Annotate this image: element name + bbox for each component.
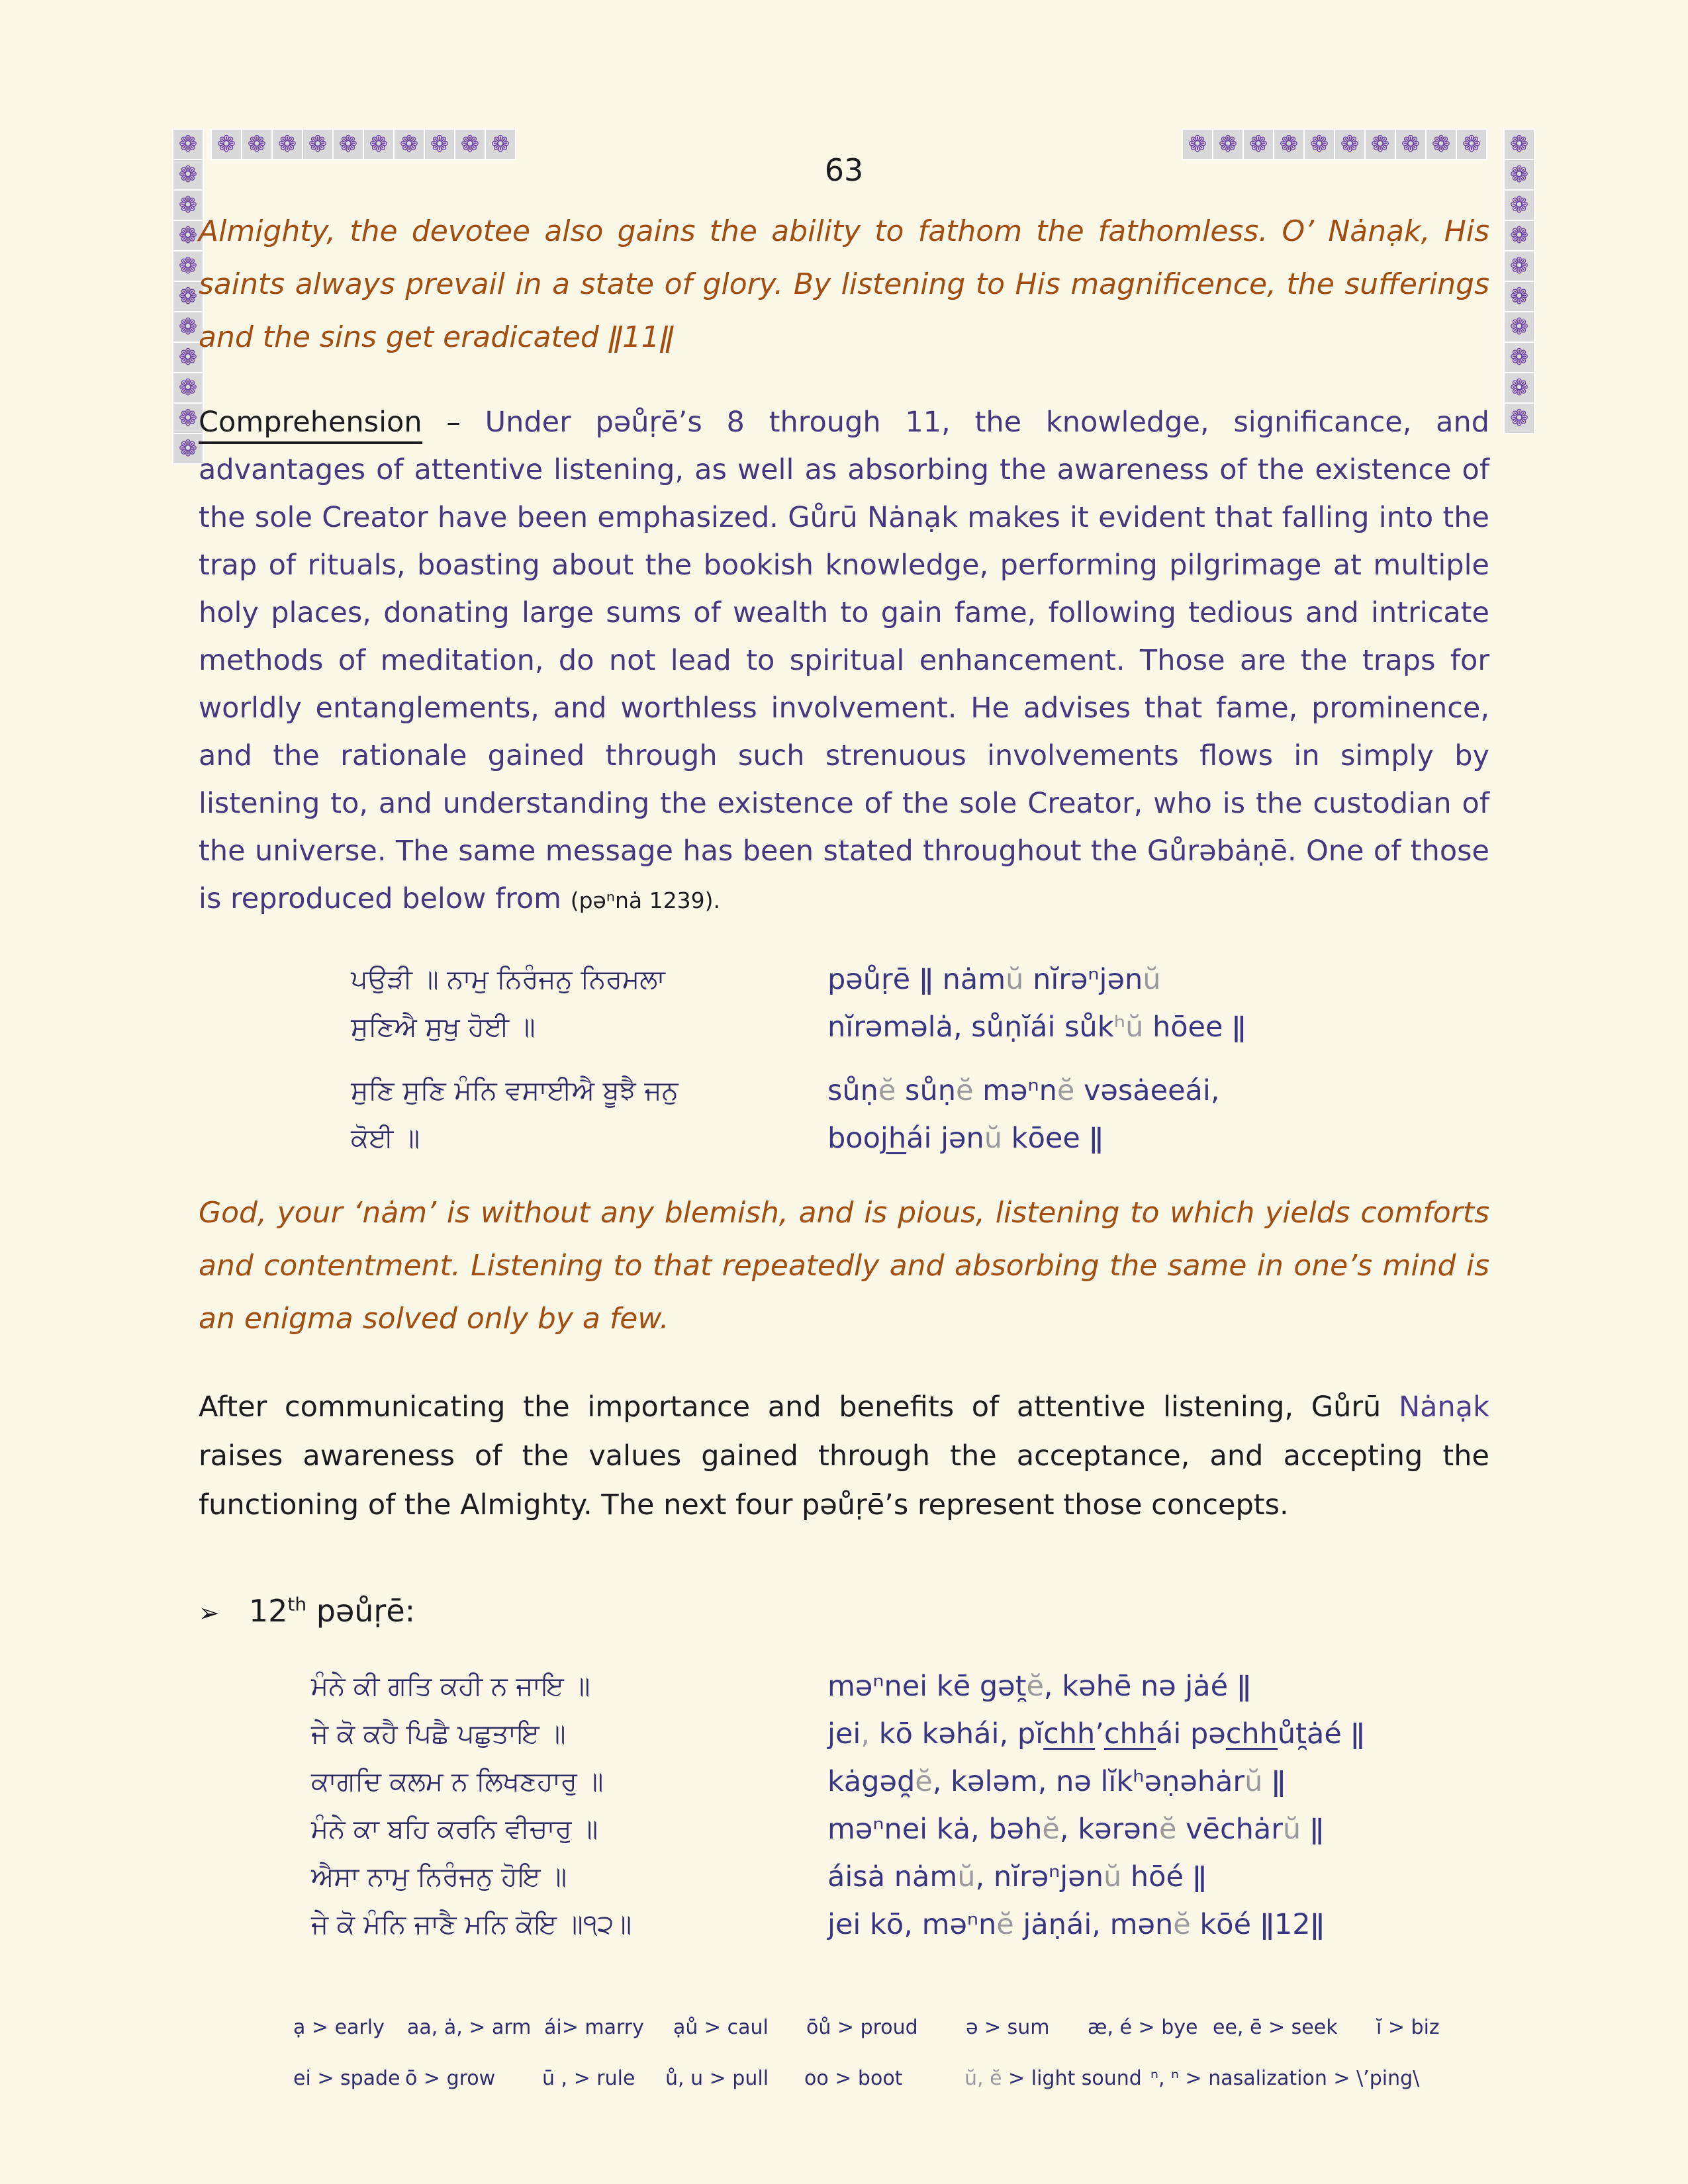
text-segment: kōé ǁ12ǁ <box>1190 1908 1325 1941</box>
text-segment: , kərən <box>1059 1813 1159 1846</box>
text-segment: ạů > caul <box>673 2016 769 2039</box>
flower-icon: ❁ <box>1505 251 1534 281</box>
text-segment: áisȧ nȧm <box>827 1860 958 1893</box>
flower-icon: ❁ <box>273 130 302 159</box>
text-segment: ŭ <box>1006 963 1024 996</box>
verse-row <box>351 1009 1489 1045</box>
text-segment: , <box>861 1717 870 1751</box>
translation-intro-paragraph: Almighty, the devotee also gains the ability to fathom the fathomless. O’ Nȧnạk, His saints always prevail in a state of glory. By listening to His magnificence, the sufferings and the sins get eradicated ǁ11ǁ <box>199 214 1489 354</box>
transliteration-line <box>827 1764 1489 1799</box>
text-segment: məⁿn <box>973 1074 1057 1107</box>
text-segment: chh <box>1225 1717 1278 1751</box>
text-segment: æ, é > bye <box>1088 2016 1198 2039</box>
text-segment: vēchȧr <box>1176 1813 1283 1846</box>
text-segment: ō > grow <box>405 2067 496 2090</box>
key-item <box>544 2016 673 2039</box>
text-segment: jh <box>880 1122 907 1155</box>
text-segment: Nȧnạk <box>1398 1390 1489 1424</box>
flower-icon: ❁ <box>1505 191 1534 220</box>
transliteration-line <box>827 1073 1489 1109</box>
text-segment: After communicating the importance and benefits of attentive listening, Gůrū <box>199 1390 1399 1424</box>
comprehension-heading: Comprehension <box>199 406 422 444</box>
flower-icon: ❁ <box>455 130 485 159</box>
text-segment: pəůṛē ǁ nȧm <box>827 963 1006 996</box>
text-segment: nĭrəⁿjən <box>1023 963 1143 996</box>
key-item <box>1213 2016 1376 2039</box>
text-segment: ạ > early <box>293 2016 385 2039</box>
text-segment: ĕ <box>1056 1074 1075 1107</box>
text-segment: sůṇ <box>827 1074 878 1107</box>
text-segment: , kələm, nə lĭkʰəṇəhȧr <box>932 1765 1245 1798</box>
transliteration-line <box>827 1716 1489 1752</box>
text-segment: ĕ <box>915 1765 933 1798</box>
text-segment: ĕ <box>1042 1813 1060 1846</box>
pronunciation-key-row-2 <box>199 2067 1556 2090</box>
key-item <box>293 2067 405 2090</box>
text-segment: sůṇ <box>896 1074 956 1107</box>
flower-icon: ❁ <box>212 130 241 159</box>
flower-icon: ❁ <box>1274 130 1303 159</box>
flower-icon: ❁ <box>173 312 203 341</box>
transliteration-line <box>827 962 1489 997</box>
text-segment: ’ <box>1095 1717 1104 1751</box>
text-segment: chh <box>1103 1717 1156 1751</box>
flower-icon: ❁ <box>173 434 203 463</box>
flower-icon: ❁ <box>1396 130 1425 159</box>
transliteration-line <box>827 1009 1489 1045</box>
gurmukhi-line: ਮੰਨੇ ਕਾ ਬਹਿ ਕਰਨਿ ਵੀਚਾਰੁ ॥ <box>311 1814 598 1844</box>
text-segment: ŭ <box>1143 963 1161 996</box>
text-segment: > light sound <box>1008 2067 1142 2090</box>
text-segment: ŭ <box>1282 1813 1301 1846</box>
text-segment: , nĭrəⁿjən <box>975 1860 1103 1893</box>
flower-icon: ❁ <box>1505 282 1534 311</box>
text-segment: ʰŭ <box>1113 1011 1144 1044</box>
flower-icon: ❁ <box>173 130 203 159</box>
verse-row <box>311 1859 1489 1895</box>
flower-icon: ❁ <box>1505 130 1534 159</box>
text-segment: hōé ǁ <box>1121 1860 1207 1893</box>
text-segment: vəsȧeeái, <box>1074 1074 1220 1107</box>
text-segment: ái> marry <box>544 2016 644 2039</box>
key-item <box>806 2016 966 2039</box>
flower-icon: ❁ <box>1427 130 1456 159</box>
transliteration-line <box>827 1811 1489 1847</box>
flower-icon: ❁ <box>1457 130 1486 159</box>
text-segment: jei <box>827 1717 861 1751</box>
verse-row <box>311 1716 1489 1752</box>
text-segment: raises awareness of the values gained through the acceptance, and accepting the functioning of the Almighty. The next four pəůṛē’s represent those concepts. <box>199 1439 1489 1522</box>
text-segment: ů, u > pull <box>665 2067 769 2090</box>
key-item <box>293 2016 407 2039</box>
flower-icon: ❁ <box>173 251 203 281</box>
text-segment: ĭ > biz <box>1376 2016 1440 2039</box>
transliteration-line <box>827 1668 1489 1704</box>
gurmukhi-line: ਮੰਨੇ ਕੀ ਗਤਿ ਕਹੀ ਨ ਜਾਇ ॥ <box>311 1671 590 1702</box>
text-segment: ee, ē > seek <box>1213 2016 1338 2039</box>
key-item <box>966 2016 1088 2039</box>
text-segment: ĕ <box>955 1074 974 1107</box>
verse-row <box>311 1764 1489 1799</box>
text-segment: ŭ <box>984 1122 1003 1155</box>
text-segment: nĭrəməlȧ, sůṇĭái sůk <box>827 1011 1114 1044</box>
text-segment: ə > sum <box>966 2016 1050 2039</box>
text-segment: ĕ <box>1173 1908 1191 1941</box>
text-segment: , kəhē nə jȧé ǁ <box>1043 1670 1251 1703</box>
text-segment: aa, ȧ, > arm <box>407 2016 532 2039</box>
pronunciation-key-row-1 <box>199 2016 1556 2039</box>
flower-icon: ❁ <box>173 373 203 402</box>
transliteration-line <box>827 1120 1489 1156</box>
gurmukhi-line: ਸੁਣਿਐ ਸੁਖੁ ਹੋਈ ॥ <box>351 1012 536 1042</box>
gurmukhi-line: ਕੋਈ ॥ <box>351 1123 420 1154</box>
text-segment: ŭ, ĕ <box>964 2067 1009 2090</box>
key-item <box>1376 2016 1440 2039</box>
text-segment: ōů > proud <box>806 2016 918 2039</box>
gurmukhi-line: ਐਸਾ ਨਾਮੁ ਨਿਰੰਜਨੁ ਹੋਇ ॥ <box>311 1862 567 1892</box>
text-segment: məⁿnei kȧ, bəh <box>827 1813 1043 1846</box>
translation-quote-paragraph: God, your ‘nȧm’ is without any blemish, and is pious, listening to which yields comforts and contentment. Listening to that repeatedly and absorbing the same in one’s mind is an enigma solved only by a few. <box>199 1196 1489 1336</box>
text-segment: ū , > rule <box>542 2067 635 2090</box>
text-segment: ĕ <box>1158 1813 1177 1846</box>
text-segment: ei > spade <box>293 2067 400 2090</box>
text-segment: ŭ <box>1244 1765 1263 1798</box>
flower-icon: ❁ <box>173 191 203 220</box>
flower-icon: ❁ <box>1505 404 1534 433</box>
text-segment: ái pə <box>1156 1717 1226 1751</box>
flower-icon: ❁ <box>1213 130 1243 159</box>
text-segment: oo > boot <box>804 2067 903 2090</box>
key-item <box>1150 2067 1419 2090</box>
comprehension-dash: – <box>422 406 485 439</box>
flower-icon: ❁ <box>1244 130 1273 159</box>
text-segment: hōee ǁ <box>1143 1011 1246 1044</box>
comprehension-paragraph <box>199 398 1489 925</box>
arrow-bullet-icon: ➢ <box>199 1598 220 1627</box>
flower-icon: ❁ <box>395 130 424 159</box>
verse-block-pauri-quote <box>351 962 1489 1156</box>
key-item <box>804 2067 964 2090</box>
text-segment: ĕ <box>1026 1670 1044 1703</box>
key-item <box>542 2067 665 2090</box>
key-item <box>673 2016 806 2039</box>
panna-citation: (pəⁿnȧ 1239). <box>570 887 720 913</box>
text-segment: məⁿnei kē gət̯ <box>827 1670 1027 1703</box>
flower-icon: ❁ <box>1505 312 1534 341</box>
verse-row <box>311 1907 1489 1942</box>
text-segment: chh <box>1043 1717 1096 1751</box>
pauri-12-heading <box>199 1593 1489 1629</box>
gurmukhi-line: ਜੇ ਕੋ ਕਹੈ ਪਿਛੈ ਪਛੁਤਾਇ ॥ <box>311 1719 566 1749</box>
flower-icon: ❁ <box>334 130 363 159</box>
text-segment: ái jən <box>906 1122 984 1155</box>
flower-icon: ❁ <box>1505 160 1534 189</box>
text-segment: ⁿ, ⁿ > nasalization > \’ping\ <box>1150 2067 1420 2090</box>
key-item <box>1088 2016 1213 2039</box>
gurmukhi-line: ਪਉੜੀ ॥ ਨਾਮੁ ਨਿਰੰਜਨੁ ਨਿਰਮਲਾ <box>351 964 665 995</box>
flower-icon: ❁ <box>1183 130 1212 159</box>
transliteration-line <box>827 1859 1489 1895</box>
flower-icon: ❁ <box>425 130 454 159</box>
text-segment: kō kəhái, pĭ <box>870 1717 1044 1751</box>
key-item <box>407 2016 544 2039</box>
flower-icon: ❁ <box>1505 343 1534 372</box>
pronunciation-key <box>199 2016 1556 2090</box>
text-segment: jei kō, məⁿn <box>827 1908 997 1941</box>
flower-icon: ❁ <box>486 130 515 159</box>
verse-row <box>311 1668 1489 1704</box>
flower-icon: ❁ <box>1305 130 1334 159</box>
flower-icon: ❁ <box>1335 130 1364 159</box>
text-segment: ĕ <box>996 1908 1014 1941</box>
flower-icon: ❁ <box>173 221 203 250</box>
flower-icon: ❁ <box>173 404 203 433</box>
page-number: 63 <box>824 152 864 188</box>
text-segment: boo <box>827 1122 880 1155</box>
pauri-12-ordinal: th <box>287 1593 307 1615</box>
flower-icon: ❁ <box>1505 221 1534 250</box>
gurmukhi-line: ਕਾਗਦਿ ਕਲਮ ਨ ਲਿਖਣਹਾਰੁ ॥ <box>311 1766 604 1797</box>
gurmukhi-line: ਸੁਣਿ ਸੁਣਿ ਮੰਨਿ ਵਸਾਈਐ ਬੂਝੈ ਜਨੁ <box>351 1075 679 1106</box>
flower-icon: ❁ <box>173 160 203 189</box>
text-segment: ǁ <box>1262 1765 1286 1798</box>
text-segment: jȧṇái, mən <box>1013 1908 1174 1941</box>
key-item <box>665 2067 804 2090</box>
key-item <box>964 2067 1150 2090</box>
comprehension-body: Under pəůṛē’s 8 through 11, the knowledge, significance, and advantages of attentive listening, as well as absorbing the awareness of the existence of the sole Creator have been emphasized. Gůrū Nȧnạk makes it evident that falling into the trap of rituals, boasting about the bookish knowledge, performing pilgrimage at multiple holy places, donating large sums of wealth to gain fame, following tedious and intricate methods of meditation, do not lead to spiritual enhancement. Those are the traps for worldly entanglements, and worthless involvement. He advises that fame, prominence, and the rationale gained through such strenuous involvements flows in simply by listening to, and understanding the existence of the sole Creator, who is the custodian of the universe. The same message has been stated throughout the Gůrəbȧṇē. One of those is reproduced below from <box>199 406 1489 915</box>
gurmukhi-line: ਜੇ ਕੋ ਮੰਨਿ ਜਾਣੈ ਮਨਿ ਕੋਇ ॥੧੨॥ <box>311 1909 632 1940</box>
text-segment: ŭ <box>1103 1860 1122 1893</box>
text-segment: ĕ <box>878 1074 896 1107</box>
verse-row <box>311 1811 1489 1847</box>
flower-icon: ❁ <box>1366 130 1395 159</box>
verse-row <box>351 1073 1489 1109</box>
after-listening-paragraph <box>199 1383 1489 1529</box>
flower-icon: ❁ <box>173 282 203 311</box>
text-segment: ůt̯ȧé ǁ <box>1277 1717 1365 1751</box>
flower-icon: ❁ <box>364 130 393 159</box>
pauri-12-number: 12 <box>248 1593 288 1629</box>
flower-icon: ❁ <box>1505 373 1534 402</box>
text-segment: ŭ <box>957 1860 976 1893</box>
flower-icon: ❁ <box>303 130 332 159</box>
key-item <box>405 2067 542 2090</box>
verse-row <box>351 962 1489 997</box>
verse-row <box>351 1120 1489 1156</box>
text-segment: kȧgəd̯ <box>827 1765 915 1798</box>
text-segment: kōee ǁ <box>1002 1122 1103 1155</box>
text-segment: ǁ <box>1301 1813 1325 1846</box>
pauri-12-label: pəůṛē: <box>306 1593 416 1629</box>
transliteration-line <box>827 1907 1489 1942</box>
flower-icon: ❁ <box>173 343 203 372</box>
verse-block-pauri-12 <box>311 1668 1489 1942</box>
flower-icon: ❁ <box>242 130 271 159</box>
